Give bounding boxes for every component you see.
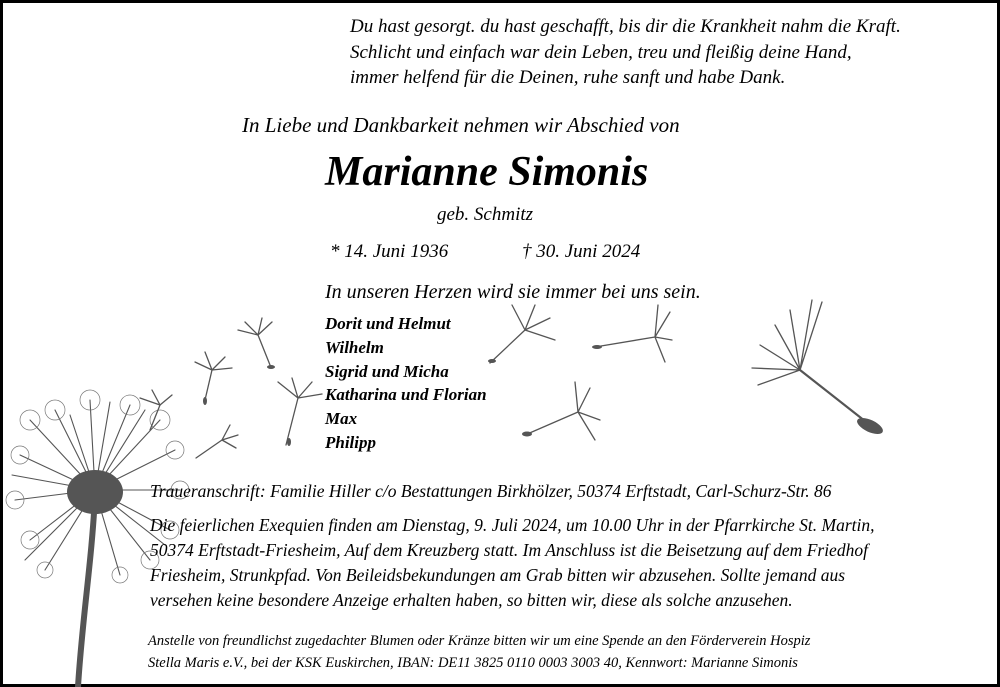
mourning-address: Traueranschrift: Familie Hiller c/o Bestattungen Birkhölzer, 50374 Erftstadt, Carl-Schurz-Str. 86 [150,481,832,501]
family-member: Katharina und Florian [325,385,487,405]
motto: In unseren Herzen wird sie immer bei uns sein. [325,281,701,303]
service-line: Die feierlichen Exequien finden am Dienstag, 9. Juli 2024, um 10.00 Uhr in der Pfarrkirche St. Martin, [150,515,875,535]
poem-line: immer helfend für die Deinen, ruhe sanft und habe Dank. [350,67,786,88]
donation-line: Stella Maris e.V., bei der KSK Euskirchen, IBAN: DE11 3825 0110 0003 3003 40, Kennwort: Marianne Simonis [148,655,798,671]
donation-note [148,630,810,674]
birth-date: * 14. Juni 1936 [330,241,449,262]
poem-line: Du hast gesorgt. du hast geschafft, bis dir die Krankheit nahm die Kraft. [350,16,901,37]
poem [350,14,901,91]
family-list [325,312,487,455]
family-member: Wilhelm [325,337,384,357]
service-line: versehen keine besondere Anzeige erhalten haben, so bitten wir, diese als solche anzusehen. [150,590,793,610]
donation-line: Anstelle von freundlichst zugedachter Blumen oder Kränze bitten wir um eine Spende an den Förderverein Hospiz [148,633,811,649]
family-member: Dorit und Helmut [325,314,451,333]
family-member: Max [325,409,358,429]
intro-text: In Liebe und Dankbarkeit nehmen wir Abschied von [242,113,680,137]
family-member: Philipp [325,432,377,452]
family-member: Sigrid und Micha [325,361,449,381]
poem-line: Schlicht und einfach war dein Leben, treu und fleißig deine Hand, [350,41,852,63]
death-date: † 30. Juni 2024 [522,241,641,262]
service-line: Friesheim, Strunkpfad. Von Beileidsbekundungen am Grab bitten wir abzusehen. Sollte jemand aus [150,565,846,585]
service-line: 50374 Erftstadt-Friesheim, Auf dem Kreuzberg statt. Im Anschluss ist die Beisetzung auf dem Friedhof [150,540,868,560]
maiden-name: geb. Schmitz [437,204,534,225]
deceased-name: Marianne Simonis [325,149,649,195]
service-details [150,513,875,613]
